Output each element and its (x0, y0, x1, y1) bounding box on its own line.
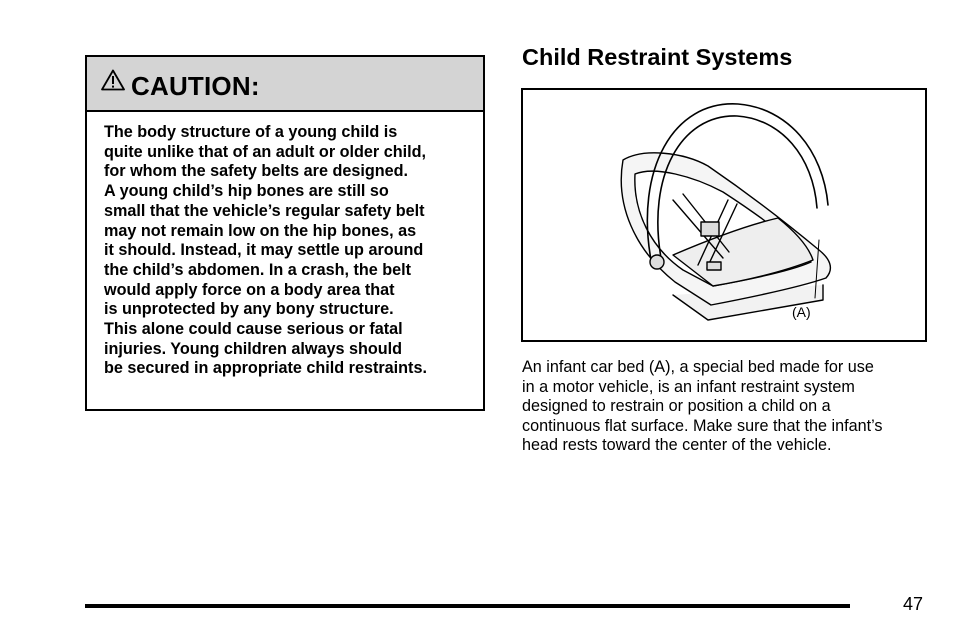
section-title: Child Restraint Systems (522, 44, 793, 70)
caution-line: would apply force on a body area that (104, 280, 395, 299)
caution-box (85, 55, 485, 411)
caution-line: This alone could cause serious or fatal (104, 320, 403, 339)
paragraph-line: continuous flat surface. Make sure that the infant’s (522, 416, 883, 435)
body-paragraph (522, 358, 942, 456)
caution-line: injuries. Young children always should (104, 339, 403, 358)
caution-title: CAUTION: (131, 71, 260, 101)
caution-text (104, 123, 478, 379)
caution-line: small that the vehicle’s regular safety belt (104, 201, 425, 220)
paragraph-line: An infant car bed (A), a special bed made for use (522, 358, 874, 376)
caution-line: quite unlike that of an adult or older child, (104, 142, 426, 161)
caution-line: is unprotected by any bony structure. (104, 300, 394, 319)
caution-line: it should. Instead, it may settle up around (104, 241, 424, 260)
caution-line: for whom the safety belts are designed. (104, 162, 409, 181)
caution-line: A young child’s hip bones are still so (104, 182, 389, 201)
infant-car-bed-figure (521, 88, 927, 342)
figure-label: (A) (792, 304, 811, 320)
infant-car-bed-illustration (523, 90, 925, 340)
caution-line: be secured in appropriate child restraints. (104, 359, 427, 378)
caution-line: may not remain low on the hip bones, as (104, 221, 417, 240)
footer-rule (85, 604, 850, 608)
paragraph-line: designed to restrain or position a child on a (522, 397, 831, 415)
paragraph-line: head rests toward the center of the vehicle. (522, 436, 832, 454)
page-number: 47 (903, 594, 924, 614)
warning-triangle-icon (101, 69, 125, 91)
caution-header (87, 57, 483, 112)
caution-line: the child’s abdomen. In a crash, the belt (104, 260, 412, 279)
caution-line: The body structure of a young child is (104, 123, 398, 141)
paragraph-line: in a motor vehicle, is an infant restraint system (522, 377, 855, 396)
